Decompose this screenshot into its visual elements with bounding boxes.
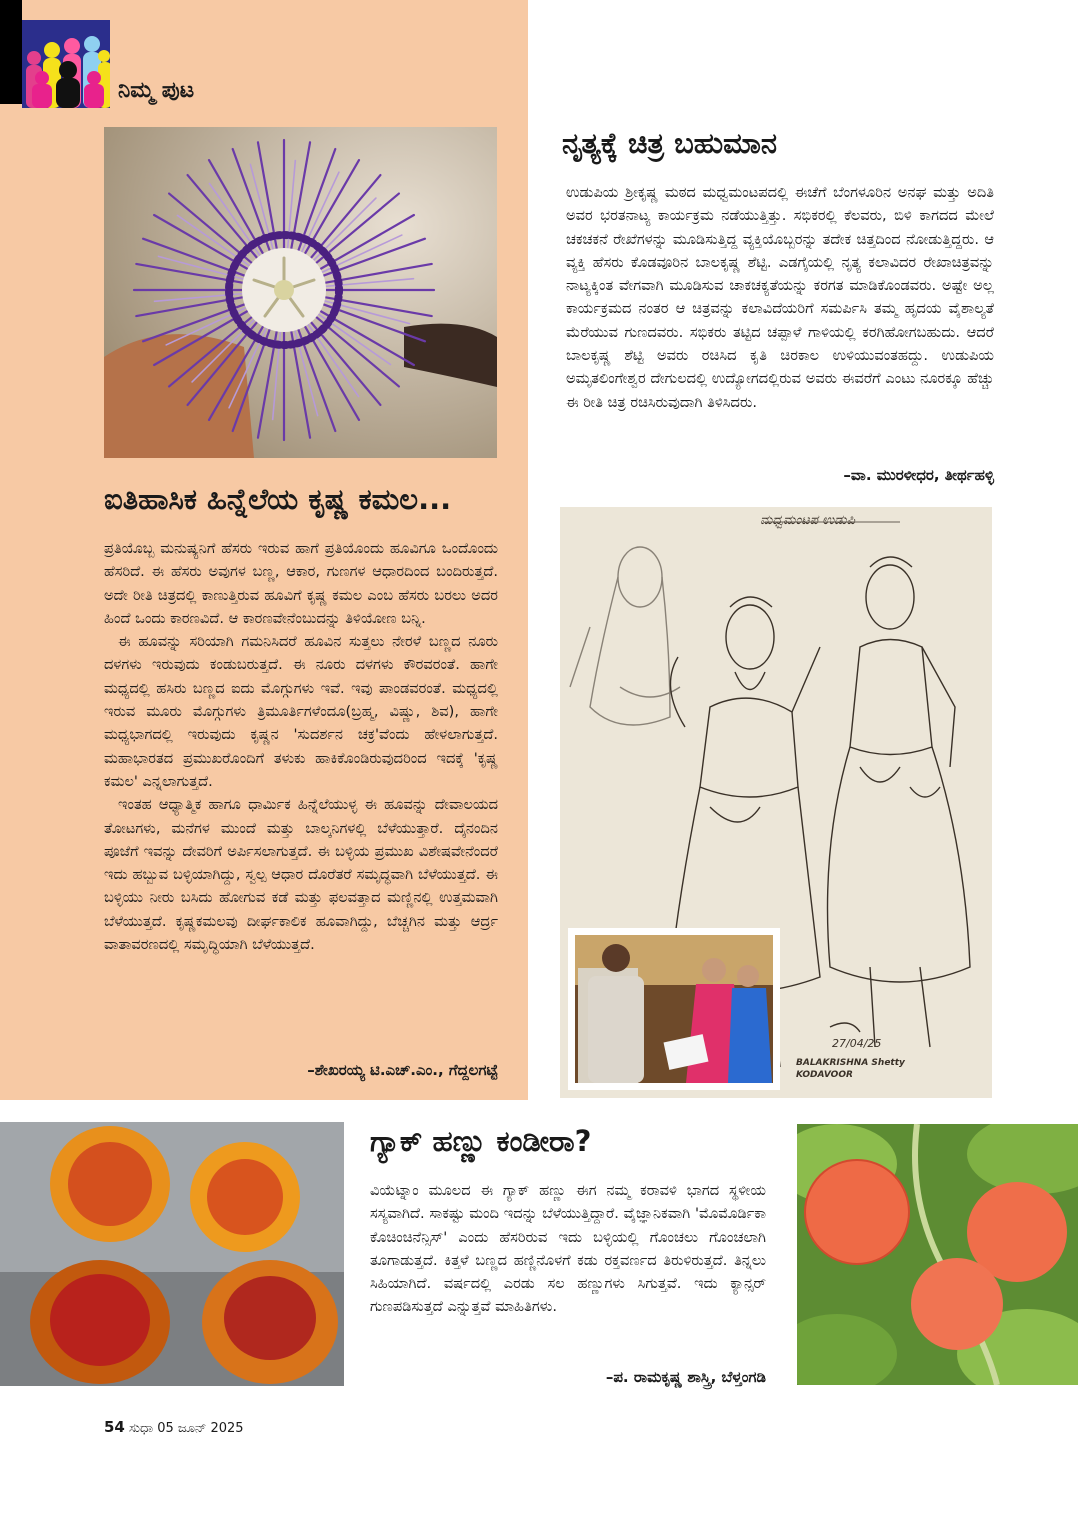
fruit-article-paragraph: ವಿಯೆಟ್ನಾಂ ಮೂಲದ ಈ ಗ್ಯಾಕ್ ಹಣ್ಣು ಈಗ ನಮ್ಮ ಕರಾವಳಿ ಭಾಗದ ಸ್ಥಳೀಯ ಸಸ್ಯವಾಗಿದೆ. ಸಾಕಷ್ಟು ಮಂದಿ ಇದನ್ನು ಬೆಳೆಯುತ್ತಿದ್ದಾರೆ. ವೈಜ್ಞಾನಿಕವಾಗಿ 'ಮೊಮೊರ್ಡಿಕಾ ಕೊಚಿಂಚಿನೆನ್ಸಿಸ್' ಎಂದು ಹೆಸರಿರುವ ಇದು ಬಳ್ಳಿಯಲ್ಲಿ ಗೊಂಚಲು ಗೊಂಚಲಾಗಿ ತೂಗಾಡುತ್ತದೆ. ಕಿತ್ತಳೆ ಬಣ್ಣದ ಹಣ್ಣಿನೊಳಗೆ ಕಡು ರಕ್ತವರ್ಣದ ತಿರುಳಿರುತ್ತದೆ. ತಿನ್ನಲು ಸಿಹಿಯಾಗಿದೆ. ವರ್ಷದಲ್ಲಿ ಎರಡು ಸಲ ಹಣ್ಣುಗಳು ಸಿಗುತ್ತವೆ. ಇದು ಕ್ಯಾನ್ಸರ್ ಗುಣಪಡಿಸುತ್ತದೆ ಎನ್ನುತ್ತವೆ ಮಾಹಿತಿಗಳು.: [370, 1182, 766, 1316]
dance-article-body: [566, 181, 994, 414]
page-folio: [104, 1418, 244, 1436]
dance-article-byline: –ವಾ. ಮುರಳೀಧರ, ತೀರ್ಥಹಳ್ಳಿ: [843, 466, 994, 484]
section-logo: [22, 20, 110, 108]
page-number: 54: [104, 1418, 125, 1436]
dance-article-paragraph: ಉಡುಪಿಯ ಶ್ರೀಕೃಷ್ಣ ಮಠದ ಮಧ್ವಮಂಟಪದಲ್ಲಿ ಈಚೆಗೆ ಬೆಂಗಳೂರಿನ ಅನಘ ಮತ್ತು ಅದಿತಿ ಅವರ ಭರತನಾಟ್ಯ ಕಾರ್ಯಕ್ರಮ ನಡೆಯುತ್ತಿತ್ತು. ಸಭಿಕರಲ್ಲಿ ಕೆಲವರು, ಬಿಳಿ ಕಾಗದದ ಮೇಲೆ ಚಕಚಕನೆ ರೇಖೆಗಳನ್ನು ಮೂಡಿಸುತ್ತಿದ್ದ ವ್ಯಕ್ತಿಯೊಬ್ಬರನ್ನು ತದೇಕ ಚಿತ್ತದಿಂದ ನೋಡುತ್ತಿದ್ದರು. ಆ ವ್ಯಕ್ತಿ ಹೆಸರು ಕೊಡವೂರಿನ ಬಾಲಕೃಷ್ಣ ಶೆಟ್ಟಿ. ಎಡಗೈಯಲ್ಲಿ ನೃತ್ಯ ಕಲಾವಿದರ ರೇಖಾಚಿತ್ರವನ್ನು ನಾಟ್ಯಕ್ಕಿಂತ ವೇಗವಾಗಿ ಮೂಡಿಸುವ ಚಾಕಚಕ್ಯತೆಯನ್ನು ಕರಗತ ಮಾಡಿಕೊಂಡವರು. ಅಷ್ಟೇ ಅಲ್ಲ ಕಾರ್ಯಕ್ರಮದ ನಂತರ ಆ ಚಿತ್ರವನ್ನು ಕಲಾವಿದೆಯರಿಗೆ ಸಮರ್ಪಿಸಿ ತಮ್ಮ ಹೃದಯ ವೈಶಾಲ್ಯತೆ ಮೆರೆಯುವ ಗುಣದವರು. ಸಭಿಕರು ತಟ್ಟಿದ ಚಪ್ಪಾಳೆ ಗಾಳಿಯಲ್ಲಿ ಕರಗಿಹೋಗಬಹುದು. ಆದರೆ ಬಾಲಕೃಷ್ಣ ಶೆಟ್ಟಿ ಅವರು ರಚಿಸಿದ ಕೃತಿ ಚಿರಕಾಲ ಉಳಿಯುವಂತಹದ್ದು. ಉಡುಪಿಯ ಅಮೃತಲಿಂಗೇಶ್ವರ ದೇಗುಲದಲ್ಲಿ ಉದ್ಯೋಗದಲ್ಲಿರುವ ಅವರು ಈವರೆಗೆ ಎಂಟು ನೂರಕ್ಕೂ ಹೆಚ್ಚು ಈ ರೀತಿ ಚಿತ್ರ ರಚಿಸಿರುವುದಾಗಿ ತಿಳಿಸಿದರು.: [566, 184, 994, 411]
krishna-kamala-photo: [104, 127, 497, 458]
corner-band: [0, 0, 22, 104]
dance-article-title: ನೃತ್ಯಕ್ಕೆ ಚಿತ್ರ ಬಹುಮಾನ: [562, 126, 778, 160]
flower-article-paragraph-3: ಇಂತಹ ಆಧ್ಯಾತ್ಮಿಕ ಹಾಗೂ ಧಾರ್ಮಿಕ ಹಿನ್ನೆಲೆಯುಳ್ಳ ಈ ಹೂವನ್ನು ದೇವಾಲಯದ ತೋಟಗಳು, ಮನೆಗಳ ಮುಂದೆ ಮತ್ತು ಬಾಲ್ಕನಿಗಳಲ್ಲಿ ಬೆಳೆಯುತ್ತಾರೆ. ದೈನಂದಿನ ಪೂಜೆಗೆ ಇವನ್ನು ದೇವರಿಗೆ ಅರ್ಪಿಸಲಾಗುತ್ತದೆ. ಈ ಬಳ್ಳಿಯ ಪ್ರಮುಖ ವಿಶೇಷವೇನೆಂದರೆ ಇದು ಹಬ್ಬುವ ಬಳ್ಳಿಯಾಗಿದ್ದು, ಸ್ವಲ್ಪ ಆಧಾರ ದೊರೆತರೆ ಸಮೃದ್ಧವಾಗಿ ಬೆಳೆಯುತ್ತದೆ. ಈ ಬಳ್ಳಿಯು ನೀರು ಬಸಿದು ಹೋಗುವ ಕಡೆ ಮತ್ತು ಫಲವತ್ತಾದ ಮಣ್ಣಿನಲ್ಲಿ ಉತ್ತಮವಾಗಿ ಬೆಳೆಯುತ್ತದೆ. ಕೃಷ್ಣಕಮಲವು ದೀರ್ಘಕಾಲಿಕ ಹೂವಾಗಿದ್ದು, ಬೆಚ್ಚಗಿನ ಮತ್ತು ಆರ್ದ್ರ ವಾತಾವರಣದಲ್ಲಿ ಸಮೃದ್ಧಿಯಾಗಿ ಬೆಳೆಯುತ್ತದೆ.: [104, 796, 498, 954]
sketch-date: 27/04/25: [832, 1037, 882, 1050]
magazine-name: ಸುಧಾ: [129, 1421, 154, 1436]
flower-article-paragraph-1: ಪ್ರತಿಯೊಬ್ಬ ಮನುಷ್ಯನಿಗೆ ಹೆಸರು ಇರುವ ಹಾಗೆ ಪ್ರತಿಯೊಂದು ಹೂವಿಗೂ ಒಂದೊಂದು ಹೆಸರಿದೆ. ಈ ಹೆಸರು ಅವುಗಳ ಬಣ್ಣ, ಆಕಾರ, ಗುಣಗಳ ಆಧಾರದಿಂದ ಬಂದಿರುತ್ತದೆ. ಅದೇ ರೀತಿ ಚಿತ್ರದಲ್ಲಿ ಕಾಣುತ್ತಿರುವ ಹೂವಿಗೆ ಕೃಷ್ಣ ಕಮಲ ಎಂಬ ಹೆಸರು ಬರಲು ಅದರ ಹಿಂದೆ ಒಂದು ಕಾರಣವಿದೆ. ಆ ಕಾರಣವೇನೆಂಬುದನ್ನು ತಿಳಿಯೋಣ ಬನ್ನಿ.: [104, 540, 498, 627]
fruit-article-title: ಗ್ಯಾಕ್ ಹಣ್ಣು ಕಂಡೀರಾ?: [370, 1124, 592, 1158]
flower-article-title: ಐತಿಹಾಸಿಕ ಹಿನ್ನೆಲೆಯ ಕೃಷ್ಣ ಕಮಲ...: [104, 482, 452, 516]
flower-article-paragraph-2: ಈ ಹೂವನ್ನು ಸರಿಯಾಗಿ ಗಮನಿಸಿದರೆ ಹೂವಿನ ಸುತ್ತಲು ನೇರಳೆ ಬಣ್ಣದ ನೂರು ದಳಗಳು ಇರುವುದು ಕಂಡುಬರುತ್ತದೆ. ಈ ನೂರು ದಳಗಳು ಕೌರವರಂತೆ. ಹಾಗೇ ಮಧ್ಯದಲ್ಲಿ ಹಸಿರು ಬಣ್ಣದ ಐದು ಮೊಗ್ಗುಗಳು ಇವೆ. ಇವು ಪಾಂಡವರಂತೆ. ಮಧ್ಯದಲ್ಲಿ ಇರುವ ಮೂರು ಮೊಗ್ಗುಗಳು ತ್ರಿಮೂರ್ತಿಗಳೆಂದೂ(ಬ್ರಹ್ಮ, ವಿಷ್ಣು, ಶಿವ), ಹಾಗೇ ಮಧ್ಯಭಾಗದಲ್ಲಿ ಇರುವುದು ಕೃಷ್ಣನ 'ಸುದರ್ಶನ ಚಕ್ರ'ವೆಂದು ಹೇಳಲಾಗುತ್ತದೆ. ಮಹಾಭಾರತದ ಪ್ರಮುಖರೊಂದಿಗೆ ತಳುಕು ಹಾಕಿಕೊಂಡಿರುವುದರಿಂದ ಇದಕ್ಕೆ 'ಕೃಷ್ಣ ಕಮಲ' ಎನ್ನಲಾಗುತ್ತದೆ.: [104, 633, 498, 790]
flower-article-body: [104, 537, 498, 956]
dancers-inset-photo: [568, 928, 780, 1090]
fruit-article-body: [370, 1179, 766, 1319]
issue-date: 05 ಜೂನ್ 2025: [157, 1421, 244, 1436]
flower-article-byline: –ಶೇಖರಯ್ಯ ಟಿ.ಎಚ್.ಎಂ., ಗೆದ್ದಲಗಟ್ಟೆ: [307, 1061, 498, 1079]
sketch-signature: BALAKRISHNA Shetty KODAVOOR: [796, 1058, 905, 1080]
fruit-article-byline: –ಪ. ರಾಮಕೃಷ್ಣ ಶಾಸ್ತ್ರಿ, ಬೆಳ್ತಂಗಡಿ: [605, 1368, 766, 1386]
sketch-caption: ಮಧ್ವಮಂಟಪ ಉಡುಪಿ: [760, 513, 855, 528]
gac-fruit-vine-photo: [797, 1124, 1078, 1385]
section-label: ನಿಮ್ಮ ಪುಟ: [118, 78, 195, 103]
gac-fruit-cut-photo: [0, 1122, 344, 1386]
